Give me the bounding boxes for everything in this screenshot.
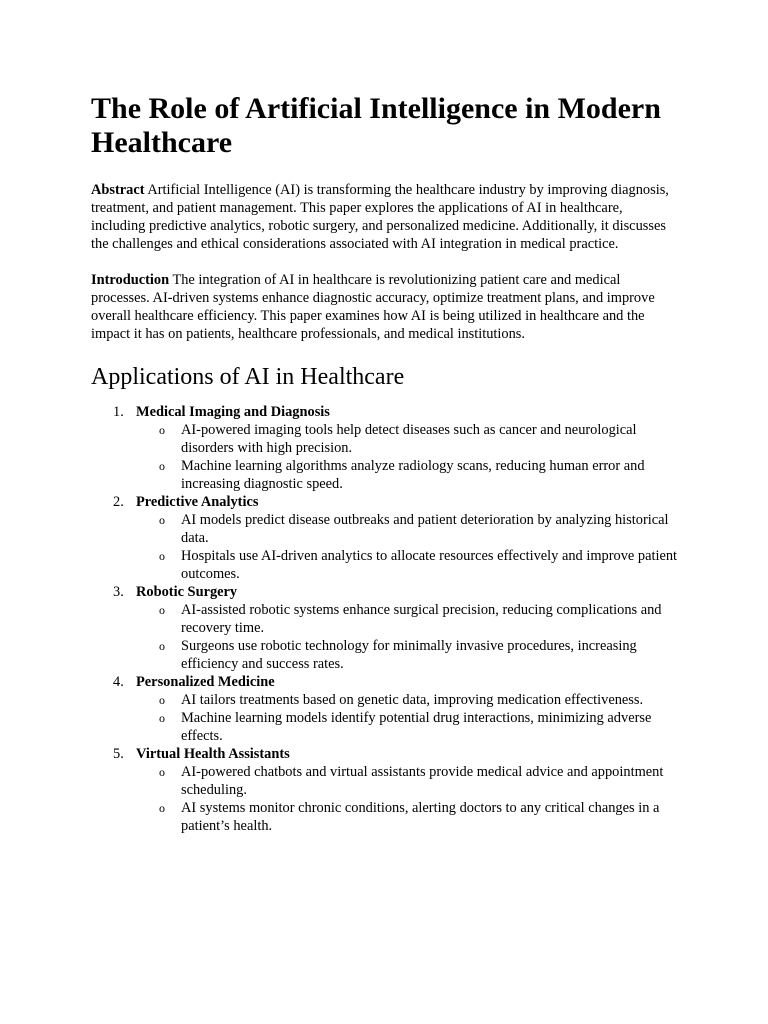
sub-item-text: AI-assisted robotic systems enhance surgical precision, reducing complications and recovery time. [181, 602, 662, 636]
bullet-marker: o [159, 549, 165, 563]
introduction-label: Introduction [91, 272, 170, 288]
sub-list [136, 601, 680, 673]
sub-item-text: Machine learning models identify potential drug interactions, minimizing adverse effects. [181, 710, 652, 744]
sub-item-text: AI-powered chatbots and virtual assistants provide medical advice and appointment scheduling. [181, 764, 664, 798]
item-title: Robotic Surgery [136, 584, 238, 600]
sub-list-item [159, 799, 680, 835]
item-number: 1. [113, 404, 124, 420]
sub-item-text: AI systems monitor chronic conditions, alerting doctors to any critical changes in a patient’s health. [181, 800, 660, 834]
item-number: 2. [113, 494, 124, 510]
sub-list [136, 421, 680, 493]
document-title: The Role of Artificial Intelligence in Modern Healthcare [91, 92, 661, 159]
item-number: 4. [113, 674, 124, 690]
list-item [113, 583, 680, 673]
item-title: Predictive Analytics [136, 494, 259, 510]
list-item [113, 673, 680, 745]
sub-item-text: AI-powered imaging tools help detect diseases such as cancer and neurological disorders with high precision. [181, 422, 637, 456]
list-item [113, 403, 680, 493]
bullet-marker: o [159, 693, 165, 707]
item-number: 5. [113, 746, 124, 762]
item-title: Virtual Health Assistants [136, 746, 290, 762]
bullet-marker: o [159, 765, 165, 779]
sub-list-item [159, 547, 680, 583]
sub-item-text: Surgeons use robotic technology for minimally invasive procedures, increasing efficiency and success rates. [181, 638, 637, 672]
sub-item-text: AI tailors treatments based on genetic data, improving medication effectiveness. [181, 692, 644, 708]
sub-list-item [159, 601, 680, 637]
item-title: Personalized Medicine [136, 674, 275, 690]
introduction-text: The integration of AI in healthcare is revolutionizing patient care and medical processes. AI-driven systems enhance diagnostic accuracy, optimize treatment plans, and improve overall healthcare efficiency. This paper examines how AI is being utilized in healthcare and the impact it has on patients, healthcare professionals, and medical institutions. [91, 272, 655, 342]
sub-list [136, 691, 680, 745]
item-number: 3. [113, 584, 124, 600]
abstract-text: Artificial Intelligence (AI) is transforming the healthcare industry by improving diagnosis, treatment, and patient management. This paper explores the applications of AI in healthcare, including predictive analytics, robotic surgery, and personalized medicine. Additionally, it discusses the challenges and ethical considerations associated with AI integration in medical practice. [91, 182, 669, 252]
sub-list-item [159, 421, 680, 457]
abstract-label: Abstract [91, 182, 145, 198]
list-item [113, 493, 680, 583]
bullet-marker: o [159, 801, 165, 815]
bullet-marker: o [159, 603, 165, 617]
section-heading: Applications of AI in Healthcare [91, 364, 405, 390]
sub-list-item [159, 637, 680, 673]
bullet-marker: o [159, 639, 165, 653]
bullet-marker: o [159, 711, 165, 725]
sub-list [136, 511, 680, 583]
sub-list-item [159, 511, 680, 547]
abstract-paragraph [91, 181, 680, 253]
sub-list-item [159, 763, 680, 799]
bullet-marker: o [159, 459, 165, 473]
applications-list [91, 403, 680, 835]
list-item [113, 745, 680, 835]
sub-list [136, 763, 680, 835]
sub-item-text: AI models predict disease outbreaks and patient deterioration by analyzing historical data. [181, 512, 669, 546]
sub-item-text: Hospitals use AI-driven analytics to allocate resources effectively and improve patient outcomes. [181, 548, 678, 582]
bullet-marker: o [159, 513, 165, 527]
introduction-paragraph [91, 271, 680, 343]
sub-list-item [159, 709, 680, 745]
sub-list-item [159, 457, 680, 493]
sub-item-text: Machine learning algorithms analyze radiology scans, reducing human error and increasing diagnostic speed. [181, 458, 645, 492]
sub-list-item [159, 691, 680, 709]
item-title: Medical Imaging and Diagnosis [136, 404, 330, 420]
bullet-marker: o [159, 423, 165, 437]
